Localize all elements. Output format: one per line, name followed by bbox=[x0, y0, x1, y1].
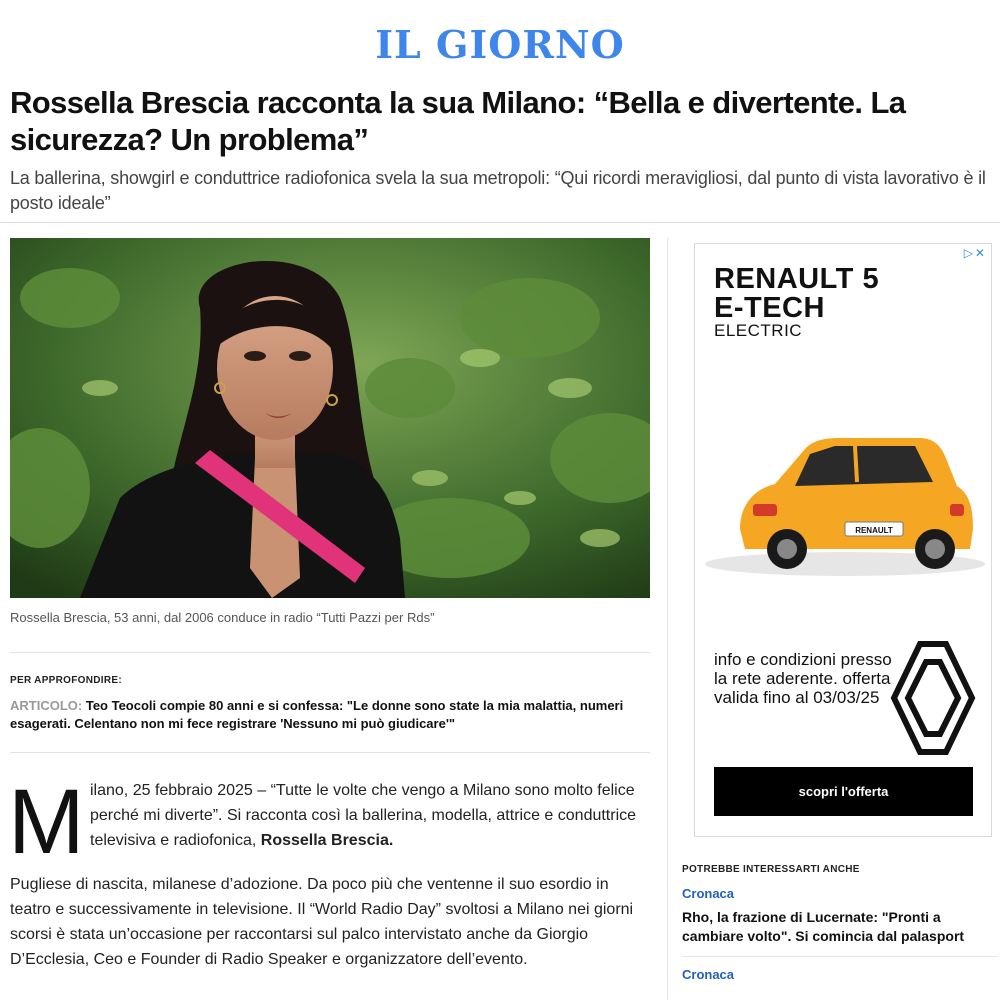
related-article-title[interactable]: Teo Teocoli compie 80 anni e si confessa: "Le donne sono state la mia malattia, numeri esagerati. Celentano non mi fece registrare 'Nessuno mi può giudicare'" bbox=[10, 698, 624, 731]
divider bbox=[10, 752, 650, 753]
ad-brand-title bbox=[714, 265, 879, 323]
sidebar-item-category[interactable]: Cronaca bbox=[682, 886, 735, 901]
drop-cap: M bbox=[8, 771, 85, 873]
divider bbox=[10, 652, 650, 653]
ad-car-plate: RENAULT bbox=[855, 526, 893, 535]
article-hero-image[interactable] bbox=[10, 238, 650, 598]
adchoices-close-icon[interactable]: ▷✕ bbox=[963, 246, 987, 260]
portrait-illustration bbox=[10, 238, 650, 598]
divider bbox=[682, 956, 998, 957]
related-article-kind: ARTICOLO: bbox=[10, 698, 83, 713]
article-subheadline: La ballerina, showgirl e conduttrice radiofonica svela la sua metropoli: “Qui ricordi meravigliosi, dal punto di vista lavorativo è il posto ideale” bbox=[10, 168, 986, 213]
advertisement-banner[interactable] bbox=[694, 243, 992, 837]
article-paragraph: Pugliese di nascita, milanese d’adozione. Da poco più che ventenne il suo esordio in teatro e successivamente in televisione. Il “World Radio Day” svoltosi a Milano nei giorni scorsi è stata un’occasione per raccontarsi sul palco intervistato anche da Giorgio D’Ecclesia, Ceo e Founder di Radio Speaker e organizzatore dell’evento. bbox=[10, 876, 634, 968]
ad-terms-text: info e condizioni presso la rete aderente. offerta valida fino al 03/03/25 bbox=[714, 650, 892, 707]
sidebar-item-category[interactable]: Cronaca bbox=[682, 967, 735, 982]
article-paragraph bbox=[90, 778, 650, 853]
ad-cta-button[interactable]: scopri l'offerta bbox=[714, 767, 973, 816]
column-divider bbox=[667, 238, 668, 1000]
related-section-label: PER APPROFONDIRE: bbox=[10, 675, 122, 686]
header-divider bbox=[0, 222, 1000, 223]
car-image bbox=[695, 424, 991, 584]
sidebar-section-label: POTREBBE INTERESSARTI ANCHE bbox=[682, 864, 860, 875]
article-headline: Rossella Brescia racconta la sua Milano: “Bella e divertente. La sicurezza? Un problema” bbox=[10, 85, 906, 157]
site-logo[interactable]: IL GIORNO bbox=[375, 22, 625, 67]
sidebar-item-title[interactable]: Rho, la frazione di Lucernate: "Pronti a cambiare volto". Si comincia dal palasport bbox=[682, 909, 965, 944]
paragraph-bold-name: Rossella Brescia. bbox=[260, 832, 394, 849]
renault-logo-icon bbox=[890, 640, 976, 756]
ad-brand-line: E-TECH bbox=[714, 292, 825, 324]
ad-brand-line: RENAULT 5 bbox=[714, 263, 880, 295]
ad-brand-subtitle: ELECTRIC bbox=[714, 321, 803, 340]
related-article-link[interactable] bbox=[10, 697, 650, 733]
image-caption: Rossella Brescia, 53 anni, dal 2006 conduce in radio “Tutti Pazzi per Rds” bbox=[10, 610, 435, 625]
paragraph-text: ilano, 25 febbraio 2025 – “Tutte le volte che vengo a Milano sono molto felice perché mi diverte”. Si racconta così la ballerina, modella, attrice e conduttrice televisiva e radiofonica, bbox=[90, 782, 637, 849]
